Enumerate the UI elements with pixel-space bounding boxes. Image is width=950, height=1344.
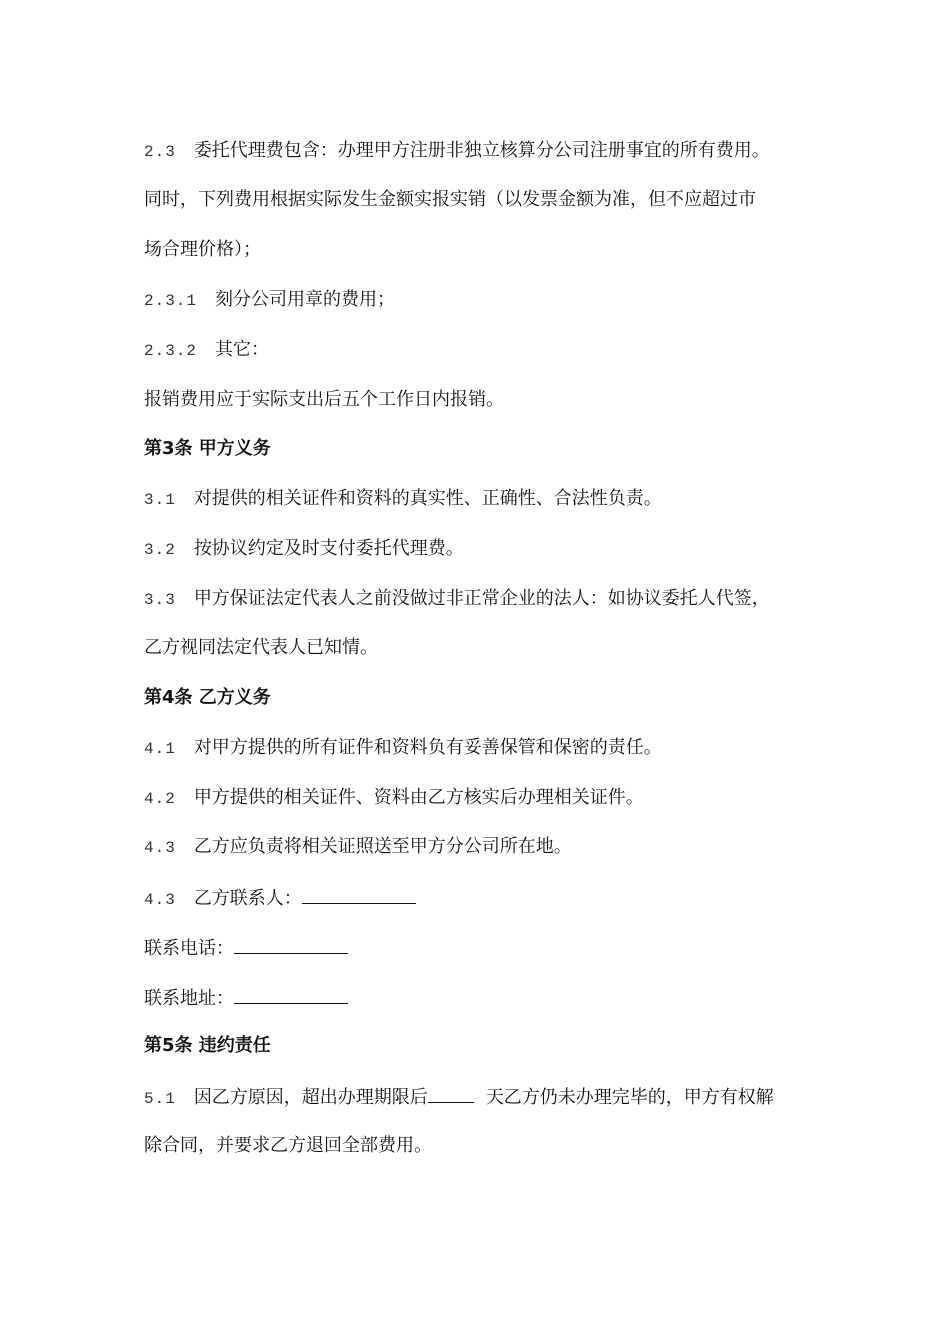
contact-person-blank[interactable] [302,885,416,904]
clause-number: 4.3 [144,891,176,909]
clause-text: 刻分公司用章的费用； [215,289,396,310]
clause-2-3-line-2 [144,188,756,212]
clause-text: 除合同，并要求乙方退回全部费用。 [144,1135,432,1156]
clause-text: 因乙方原因，超出办理期限后 [193,1087,428,1108]
contact-address-label: 联系地址： [144,988,234,1009]
clause-text: 按协议约定及时支付委托代理费。 [193,538,464,559]
clause-text: 同时，下列费用根据实际发生金额实报实销（以发票金额为准，但不应超过市 [144,189,756,210]
contact-address-blank[interactable] [234,985,348,1004]
contact-address-line [144,985,348,1011]
clause-text: 甲方保证法定代表人之前没做过非正常企业的法人：如协议委托人代签， [193,588,770,609]
clause-3-3-line-2 [144,636,378,660]
clause-number: 3.2 [144,541,176,559]
clause-text: 场合理价格）； [144,239,261,260]
clause-text: 甲方提供的相关证件、资料由乙方核实后办理相关证件。 [193,787,644,808]
contact-phone-label: 联系电话： [144,938,234,959]
article-title: 第4条 乙方义务 [144,687,271,708]
clause-4-3-delivery [144,835,572,860]
clause-5-1-line-1 [144,1084,774,1111]
clause-number: 4.2 [144,790,176,808]
clause-3-3-line-1 [144,587,770,612]
contact-person-label: 乙方联系人： [193,888,302,909]
clause-number: 2.3.1 [144,292,198,310]
clause-text: 乙方视同法定代表人已知情。 [144,637,378,658]
clause-number: 2.3 [144,143,176,161]
clause-text: 对提供的相关证件和资料的真实性、正确性、合法性负责。 [193,488,662,509]
clause-number: 3.3 [144,591,176,609]
clause-number: 2.3.2 [144,342,198,360]
clause-2-3-2 [144,338,269,363]
clause-text: 乙方应负责将相关证照送至甲方分公司所在地。 [193,836,572,857]
clause-number: 5.1 [144,1090,176,1108]
clause-number: 4.3 [144,839,176,857]
clause-2-3-1 [144,288,395,313]
clause-text: 报销费用应于实际支出后五个工作日内报销。 [144,389,504,410]
clause-4-2 [144,786,644,811]
clause-4-1 [144,736,662,761]
clause-5-1-line-2 [144,1134,432,1158]
clause-2-3-line-1 [144,139,770,164]
clause-text: 其它： [215,339,270,360]
article-3-heading [144,437,271,461]
clause-text: 对甲方提供的所有证件和资料负有妥善保管和保密的责任。 [193,737,662,758]
clause-3-2 [144,537,464,562]
clause-number: 3.1 [144,491,176,509]
clause-3-1 [144,487,662,512]
clause-4-3-contact [144,885,416,912]
contact-phone-blank[interactable] [234,935,348,954]
contact-phone-line [144,935,348,961]
article-4-heading [144,686,271,710]
clause-number: 4.1 [144,740,176,758]
days-blank[interactable] [428,1084,474,1103]
article-5-heading [144,1034,271,1058]
article-title: 第3条 甲方义务 [144,438,271,459]
article-title: 第5条 违约责任 [144,1035,271,1056]
clause-text: 委托代理费包含：办理甲方注册非独立核算分公司注册事宜的所有费用。 [193,140,770,161]
clause-2-3-line-3 [144,238,261,262]
reimbursement-note [144,388,504,412]
clause-text: 天乙方仍未办理完毕的，甲方有权解 [485,1087,774,1108]
